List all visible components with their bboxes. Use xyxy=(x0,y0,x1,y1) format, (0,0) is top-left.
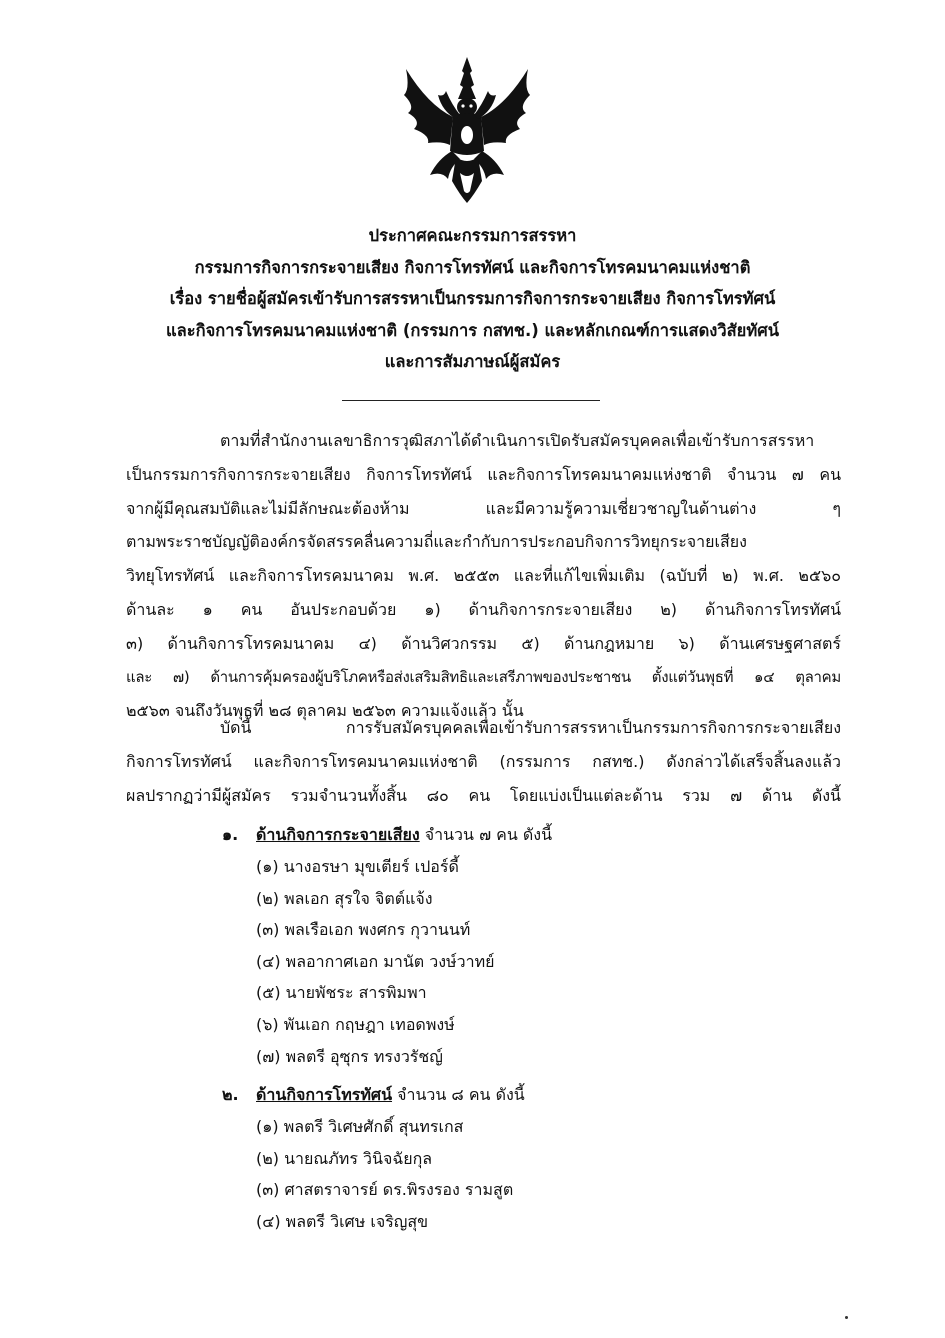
heading-line: และการสัมภาษณ์ผู้สมัคร xyxy=(384,352,561,371)
candidate-item: (๒) นายณภัทร วินิจฉัยกุล xyxy=(256,1148,433,1168)
paragraph-line: จากผู้มีคุณสมบัติและไม่มีลักษณะต้องห้าม และมีความรู้ความเชี่ยวชาญในด้านต่าง ๆ xyxy=(126,498,841,518)
paragraph-line: ๓) ด้านกิจการโทรคมนาคม ๔) ด้านวิศวกรรม ๕) ด้านกฎหมาย ๖) ด้านเศรษฐศาสตร์ xyxy=(126,633,841,653)
section-broadcasting xyxy=(222,818,822,1072)
heading-divider xyxy=(342,400,600,401)
candidate-item: (๕) นายพัชระ สารพิมพา xyxy=(256,983,427,1003)
candidate-item: (๑) นางอรษา มุขเตียร์ เปอร์ดี้ xyxy=(256,857,459,876)
candidate-item: (๓) ศาสตราจารย์ ดร.พิรงรอง รามสูต xyxy=(256,1180,514,1200)
section-title: ด้านกิจการโทรทัศน์ xyxy=(256,1085,393,1104)
paragraph-line: ตามพระราชบัญญัติองค์กรจัดสรรคลื่นความถี่และกำกับการประกอบกิจการวิทยุกระจายเสียง xyxy=(126,532,747,552)
heading-line: ประกาศคณะกรรมการสรรหา xyxy=(368,226,577,245)
announcement-heading xyxy=(95,220,850,378)
paragraph-result xyxy=(126,711,841,812)
paragraph-line: ผลปรากฏว่ามีผู้สมัคร รวมจำนวนทั้งสิ้น ๘๐ คน โดยแบ่งเป็นแต่ละด้าน รวม ๗ ด้าน ดังนี้ xyxy=(126,785,841,805)
heading-line: กรรมการกิจการกระจายเสียง กิจการโทรทัศน์ และกิจการโทรคมนาคมแห่งชาติ xyxy=(194,257,751,277)
garuda-emblem-icon xyxy=(398,55,536,205)
candidate-item: (๗) พลตรี อุซุกร ทรงวรัชญ์ xyxy=(256,1046,443,1066)
section-count: จำนวน ๗ คน ดังนี้ xyxy=(419,825,553,844)
paragraph-line: ตามที่สำนักงานเลขาธิการวุฒิสภาได้ดำเนินการเปิดรับสมัครบุคคลเพื่อเข้ารับการสรรหา xyxy=(220,431,815,450)
candidate-item: (๖) พันเอก กฤษฎา เทอดพงษ์ xyxy=(256,1014,455,1034)
section-number: ๑. xyxy=(222,825,239,844)
section-heading xyxy=(222,818,822,851)
section-number: ๒. xyxy=(222,1085,239,1104)
section-heading xyxy=(222,1078,822,1111)
candidate-item: (๔) พลอากาศเอก มานัต วงษ์วาทย์ xyxy=(256,951,495,971)
paragraph-line: ๒๕๖๓ จนถึงวันพุธที่ ๒๘ ตุลาคม ๒๕๖๓ ความแจ้งแล้ว นั้น xyxy=(126,701,524,721)
section-count: จำนวน ๘ คน ดังนี้ xyxy=(392,1085,525,1104)
paragraph-line: กิจการโทรทัศน์ และกิจการโทรคมนาคมแห่งชาติ (กรรมการ กสทช.) ดังกล่าวได้เสร็จสิ้นลงแล้ว xyxy=(126,751,841,771)
paragraph-line: วิทยุโทรทัศน์ และกิจการโทรคมนาคม พ.ศ. ๒๕๕๓ และที่แก้ไขเพิ่มเติม (ฉบับที่ ๒) พ.ศ. ๒๕๖๐ xyxy=(126,566,841,586)
candidate-item: (๔) พลตรี วิเศษ เจริญสุข xyxy=(256,1211,429,1231)
paragraph-line: ด้านละ ๑ คน อันประกอบด้วย ๑) ด้านกิจการกระจายเสียง ๒) ด้านกิจการโทรทัศน์ xyxy=(126,599,841,619)
heading-line: เรื่อง รายชื่อผู้สมัครเข้ารับการสรรหาเป็นกรรมการกิจการกระจายเสียง กิจการโทรทัศน์ xyxy=(169,289,776,308)
section-television xyxy=(222,1078,822,1237)
scan-speck xyxy=(845,1316,848,1319)
paragraph-line: และ ๗) ด้านการคุ้มครองผู้บริโภคหรือส่งเสริมสิทธิและเสรีภาพของประชาชน ตั้งแต่วันพุธที่ ๑๔ ตุลาคม xyxy=(126,667,841,686)
heading-line: และกิจการโทรคมนาคมแห่งชาติ (กรรมการ กสทช.) และหลักเกณฑ์การแสดงวิสัยทัศน์ xyxy=(166,320,779,340)
paragraph-line: บัดนี้ การรับสมัครบุคคลเพื่อเข้ารับการสรรหาเป็นกรรมการกิจการกระจายเสียง xyxy=(220,718,841,737)
section-title: ด้านกิจการกระจายเสียง xyxy=(256,825,420,844)
candidate-item: (๒) พลเอก สุรใจ จิตต์แจ้ง xyxy=(256,888,433,908)
paragraph-intro xyxy=(126,424,841,728)
candidate-item: (๑) พลตรี วิเศษศักดิ์ สุนทรเกส xyxy=(256,1117,464,1136)
paragraph-line: เป็นกรรมการกิจการกระจายเสียง กิจการโทรทัศน์ และกิจการโทรคมนาคมแห่งชาติ จำนวน ๗ คน xyxy=(126,464,841,484)
candidate-item: (๓) พลเรือเอก พงศกร กุวานนท์ xyxy=(256,920,471,940)
